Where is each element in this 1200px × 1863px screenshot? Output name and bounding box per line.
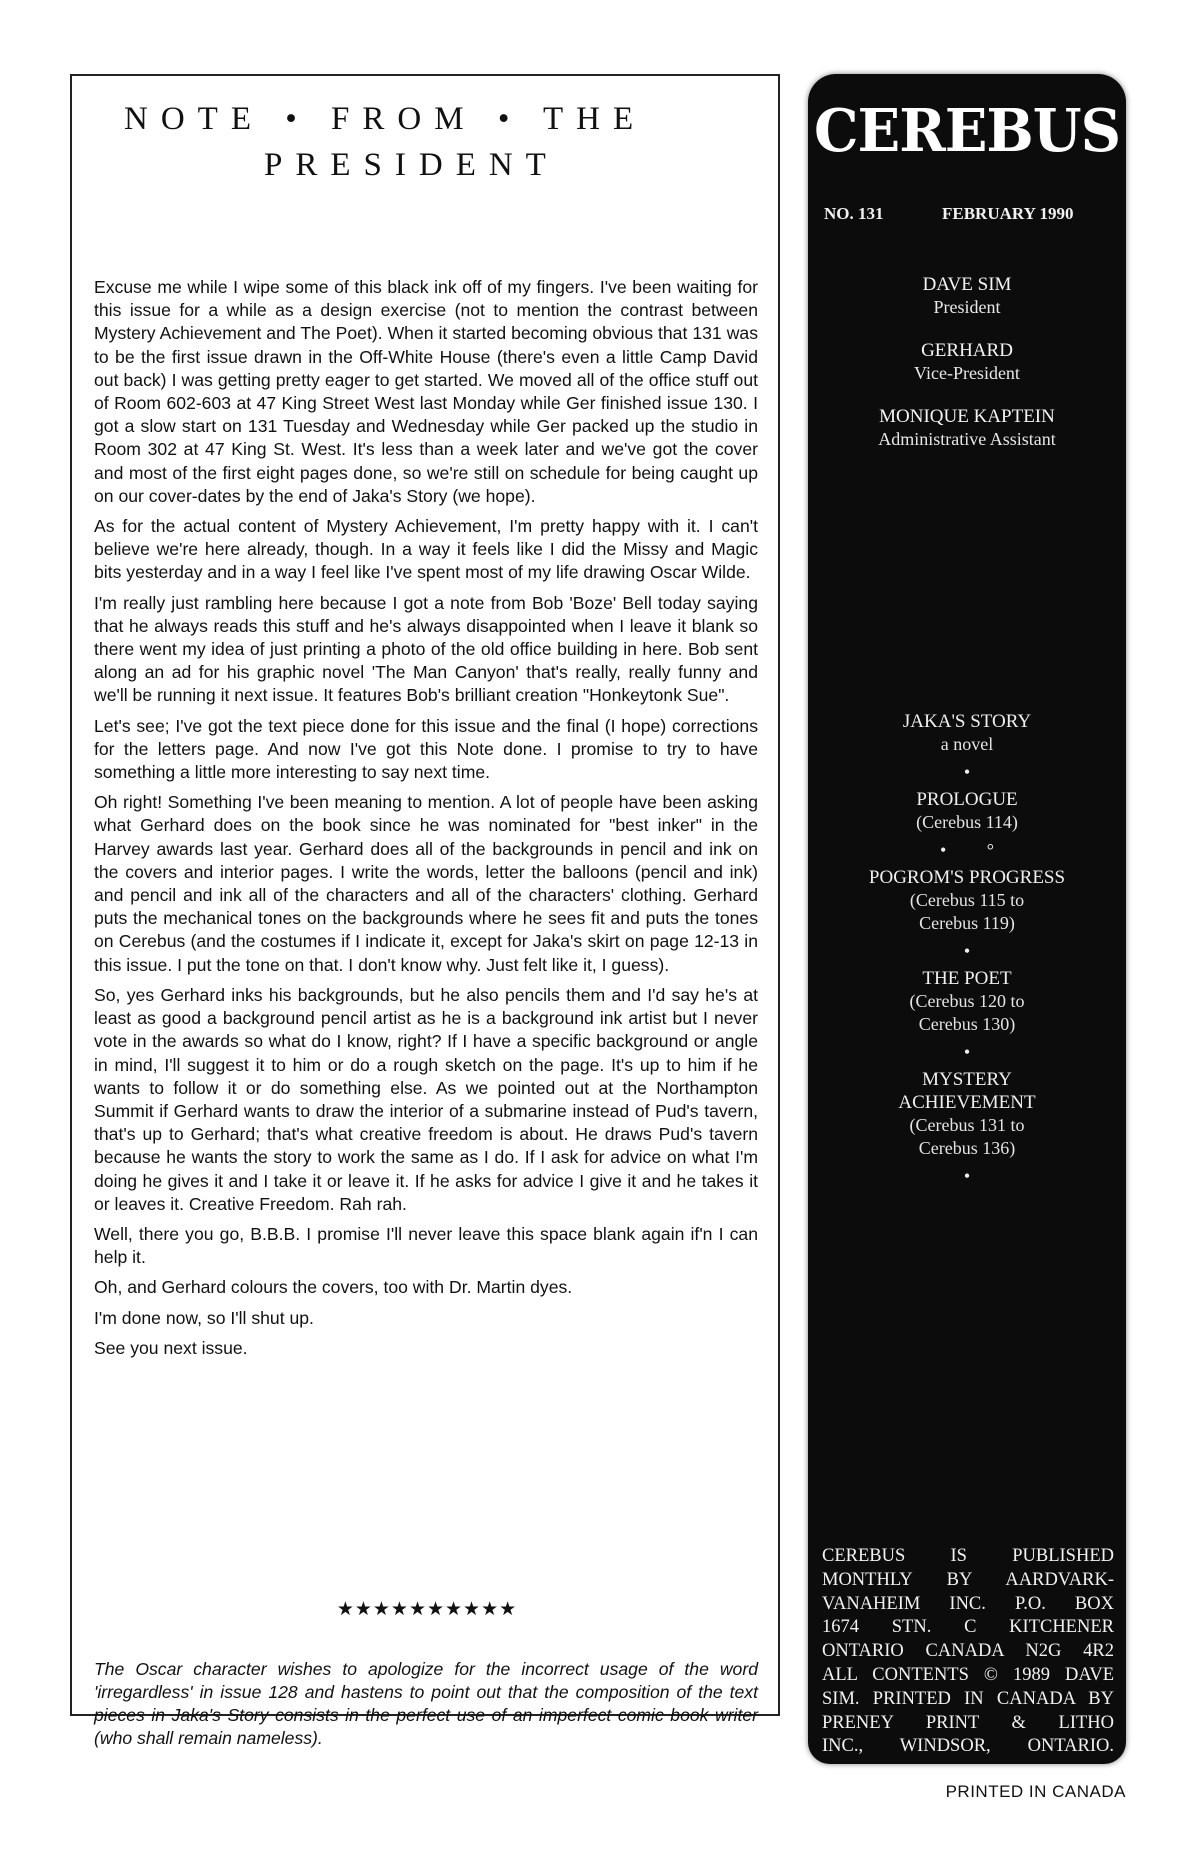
arc-title: PROLOGUE (916, 789, 1018, 810)
staff-name: GERHARD (921, 340, 1013, 361)
staff-name: DAVE SIM (922, 274, 1012, 295)
publisher-line: PRENEY PRINT & LITHO (822, 1712, 1114, 1733)
staff-entry (808, 406, 1126, 450)
issue-number: NO. 131 (824, 204, 884, 223)
note-paragraph: Oh right! Something I've been meaning to mention. A lot of people have been asking what Gerhard does on the book since he was nominated for "best inker" in the Harvey awards last year. Gerhard does all of the backgrounds in pencil and ink on the covers and interior pages. I write the words, letter the balloons (pencil and ink) and pencil and ink all of the characters and all of the characters' clothing. Gerhard puts the mechanical tones on the backgrounds where he sees fit and puts the tones on Cerebus (and the costumes if I indicate it, except for Jaka's skirt on page 12-13 in this issue. I put the tone on that. I don't know why. Just felt like it, I guess). (94, 792, 758, 975)
staff-entry (808, 340, 1126, 384)
note-from-the-president-box (70, 74, 780, 1748)
staff-role: Administrative Assistant (878, 429, 1056, 449)
note-paragraph: I'm done now, so I'll shut up. (94, 1307, 314, 1328)
note-paragraph: Excuse me while I wipe some of this black ink off of my fingers. I've been waiting for this issue for a while as a design exercise (not to mention the contrast between Mystery Achievement and The Poet). When it started becoming obvious that 131 was to be the first issue drawn in the Off-White House (there's even a little Camp David out back) I was getting pretty eager to get started. We moved all of the office stuff out of Room 602-603 at 47 King Street West last Monday while Ger finished issue 130. I got a slow start on 131 Tuesday and Wednesday while Ger packed up the studio in Room 302 at 47 King St. West. It's less than a week later and we've got the cover and most of the first eight pages done, so we're still on schedule for being caught up on our cover-dates by the end of Jaka's Story (we hope). (94, 277, 758, 506)
arc-range: (Cerebus 120 to (909, 991, 1025, 1011)
arc-range: (Cerebus 131 to (909, 1115, 1025, 1135)
bullet: • (963, 762, 971, 782)
story-arc (808, 967, 1126, 1036)
staff-entry (808, 274, 1126, 318)
printed-in-canada: PRINTED IN CANADA (945, 1782, 1126, 1801)
bullet: • ° (940, 840, 1012, 860)
publisher-line: ONTARIO CANADA N2G 4R2 (822, 1641, 1114, 1662)
note-title-line-1: NOTE • FROM • THE (124, 101, 647, 137)
arc-range: Cerebus 130) (918, 1014, 1016, 1034)
staff-list (808, 274, 1126, 472)
staff-role: President (933, 297, 1001, 317)
series-list (808, 710, 1126, 1192)
issue-date: FEBRUARY 1990 (942, 204, 1074, 223)
note-paragraph: Oh, and Gerhard colours the covers, too with Dr. Martin dyes. (94, 1277, 573, 1298)
arc-range: (Cerebus 115 to (909, 890, 1025, 910)
publisher-line: VANAHEIM INC. P.O. BOX (822, 1593, 1114, 1614)
publisher-line: 1674 STN. C KITCHENER (822, 1617, 1114, 1638)
publisher-line: INC., WINDSOR, ONTARIO. (822, 1736, 1114, 1757)
arc-title: ACHIEVEMENT (898, 1092, 1036, 1113)
arc-range: (Cerebus 114) (916, 812, 1018, 832)
note-paragraph: As for the actual content of Mystery Achievement, I'm pretty happy with it. I can't believe we're here already, though. In a way it feels like I did the Missy and Magic bits yesterday and in a way I feel like I've spent most of my life drawing Oscar Wilde. (94, 516, 758, 583)
note-title-line-2: PRESIDENT (264, 147, 559, 183)
staff-name: MONIQUE KAPTEIN (879, 406, 1055, 427)
note-paragraph: So, yes Gerhard inks his backgrounds, but he also pencils them and I'd say he's at least as good a background pencil artist as he is a background ink artist but I never vote in the awards so what do I know, right? If I have a specific background or angle in mind, I'll suggest it to him or do a rough sketch on the page. It's up to him if he wants to follow it or do something else. As we pointed out at the Northampton Summit if Gerhard wants to draw the interior of a submarine instead of Pud's tavern, that's up to Gerhard; that's what creative freedom is about. He draws Pud's tavern because he wants the story to work the same as I do. If I ask for advice on what I'm doing he gives it and I take it or leave it. If he asks for advice I give it and he takes it or leaves it. Creative Freedom. Rah rah. (94, 984, 758, 1214)
publisher-line: SIM. PRINTED IN CANADA BY (822, 1688, 1114, 1709)
note-paragraph: Well, there you go, B.B.B. I promise I'll never leave this space blank again if'n I can help it. (94, 1223, 758, 1268)
arc-range: Cerebus 136) (918, 1138, 1016, 1158)
publisher-line: ALL CONTENTS © 1989 DAVE (822, 1664, 1114, 1685)
bullet: • (963, 1166, 971, 1186)
series-subtitle: a novel (940, 734, 994, 754)
oscar-footnote: The Oscar character wishes to apologize for the incorrect usage of the word 'irregardless' in issue 128 and hastens to point out that the composition of the text pieces in Jaka's Story consists in the perfect use of an imperfect comic book writer (who shall remain nameless). (94, 1659, 758, 1748)
cerebus-logo: CEREBUS (813, 96, 1121, 166)
note-body (94, 276, 758, 1367)
note-paragraph: I'm really just rambling here because I got a note from Bob 'Boze' Bell today saying that he always reads this stuff and he's always disappointed when I leave it blank so there went my idea of just printing a photo of the old office building in here. Bob sent along an ad for his graphic novel 'The Man Canyon' that's really, really funny and we'll be running it next issue. It features Bob's brilliant creation "Honkeytonk Sue". (94, 592, 758, 706)
story-arc (808, 1068, 1126, 1160)
staff-role: Vice-President (914, 363, 1020, 383)
arc-title: THE POET (922, 968, 1012, 989)
publisher-line: MONTHLY BY AARDVARK- (822, 1569, 1114, 1590)
note-paragraph: Let's see; I've got the text piece done for this issue and the final (I hope) corrections for the letters page. And now I've got this Note done. I promise to try to have something a little more interesting to say next time. (94, 715, 758, 783)
note-paragraph: See you next issue. (94, 1337, 248, 1358)
arc-title: MYSTERY (922, 1069, 1012, 1090)
publisher-info (822, 1545, 1114, 1759)
story-arc (808, 788, 1126, 834)
star-separator: ★★★★★★★★★★ (336, 1599, 518, 1620)
story-arc (808, 866, 1126, 935)
series-title: JAKA'S STORY (902, 711, 1032, 732)
arc-range: Cerebus 119) (919, 913, 1015, 933)
masthead-column (808, 74, 1126, 1764)
arc-title: POGROM'S PROGRESS (868, 867, 1066, 888)
bullet: • (963, 941, 971, 961)
publisher-line: CEREBUS IS PUBLISHED (822, 1546, 1114, 1566)
bullet: • (963, 1042, 971, 1062)
note-title (72, 96, 778, 188)
